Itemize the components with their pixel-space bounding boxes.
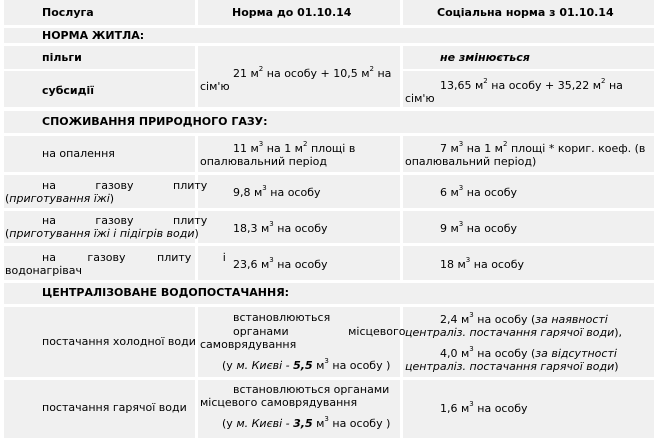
subsidies-new-line1: 13,65 $м^2$ на особу + 35,22 $м^2$ на: [440, 77, 623, 92]
label-stove-heater-line1: на газову плиту і: [42, 251, 226, 264]
cold-old-line3: самоврядування: [200, 338, 297, 351]
cold-new-line4: централіз. постачання гарячої води): [405, 360, 619, 373]
stove-heat-new-value: 9 $м^3$ на особу: [440, 220, 517, 235]
section-gas-title: СПОЖИВАННЯ ПРИРОДНОГО ГАЗУ:: [42, 115, 268, 128]
cold-new-line2: централіз. постачання гарячої води),: [405, 326, 623, 339]
heating-old-line1: 11 $м^3$ на 1 $м^2$ площі в: [233, 140, 356, 155]
header-new-norm: Соціальна норма з 01.10.14: [437, 6, 614, 19]
section-housing-title: НОРМА ЖИТЛА:: [42, 29, 145, 42]
heating-new-line1: 7 $м^3$ на 1 $м^2$ площі * кориг. коеф. (в: [440, 140, 646, 155]
subsidies-new-line2: сім'ю: [405, 92, 435, 105]
hot-new-value: 1,6 $м^3$ на особу: [440, 400, 528, 415]
label-benefits: пільги: [42, 51, 82, 64]
stove-heat-old-value: 18,3 $м^3$ на особу: [233, 220, 328, 235]
benefits-new-value: не змінюється: [440, 51, 530, 64]
cell-benefits-label: [4, 46, 195, 69]
header-service: Послуга: [42, 6, 94, 19]
housing-old-line1: 21 $м^2$ на особу + 10,5 $м^2$ на: [233, 65, 392, 80]
hot-old-kyiv: (у м. Києві - 3,5 $м^3$ на особу ): [222, 415, 391, 430]
label-heating: на опалення: [42, 147, 115, 160]
heating-new-line2: опалювальний період): [405, 155, 537, 168]
heating-old-line2: опалювальний період: [200, 155, 328, 168]
cold-old-kyiv: (у м. Києві - 5,5 $м^3$ на особу ): [222, 357, 391, 372]
label-stove-line1: на газову плиту: [42, 179, 208, 192]
label-stove-line2: (приготування їжі): [5, 192, 115, 205]
header-old-norm: Норма до 01.10.14: [232, 6, 352, 19]
label-cold-water: постачання холодної води: [42, 335, 196, 348]
stove-old-value: 9,8 $м^3$ на особу: [233, 184, 321, 199]
stove-new-value: 6 $м^3$ на особу: [440, 184, 517, 199]
cell-subsidies-label: [4, 71, 195, 107]
section-water-title: ЦЕНТРАЛІЗОВАНЕ ВОДОПОСТАЧАННЯ:: [42, 286, 290, 299]
hot-old-line2: місцевого самоврядування: [200, 396, 358, 409]
cold-old-line1: встановлюються: [233, 311, 331, 324]
label-stove-heat-line1: на газову плиту: [42, 214, 208, 227]
label-stove-heater-line2: водонагрівач: [5, 264, 83, 277]
stove-heater-new-value: 18 $м^3$ на особу: [440, 256, 524, 271]
cold-new-line1: 2,4 $м^3$ на особу (за наявності: [440, 311, 608, 326]
hot-old-line1: встановлюються органами: [233, 383, 390, 396]
label-subsidies: субсидії: [42, 84, 95, 97]
stove-heater-old-value: 23,6 $м^3$ на особу: [233, 256, 328, 271]
housing-old-line2: сім'ю: [200, 80, 230, 93]
cold-old-line2: органами місцевого: [233, 325, 406, 338]
header-cell-service: [4, 0, 195, 25]
cold-new-line3: 4,0 $м^3$ на особу (за відсутності: [440, 345, 617, 360]
label-stove-heat-line2: (приготування їжі і підігрів води): [5, 227, 199, 240]
label-hot-water: постачання гарячої води: [42, 401, 187, 414]
